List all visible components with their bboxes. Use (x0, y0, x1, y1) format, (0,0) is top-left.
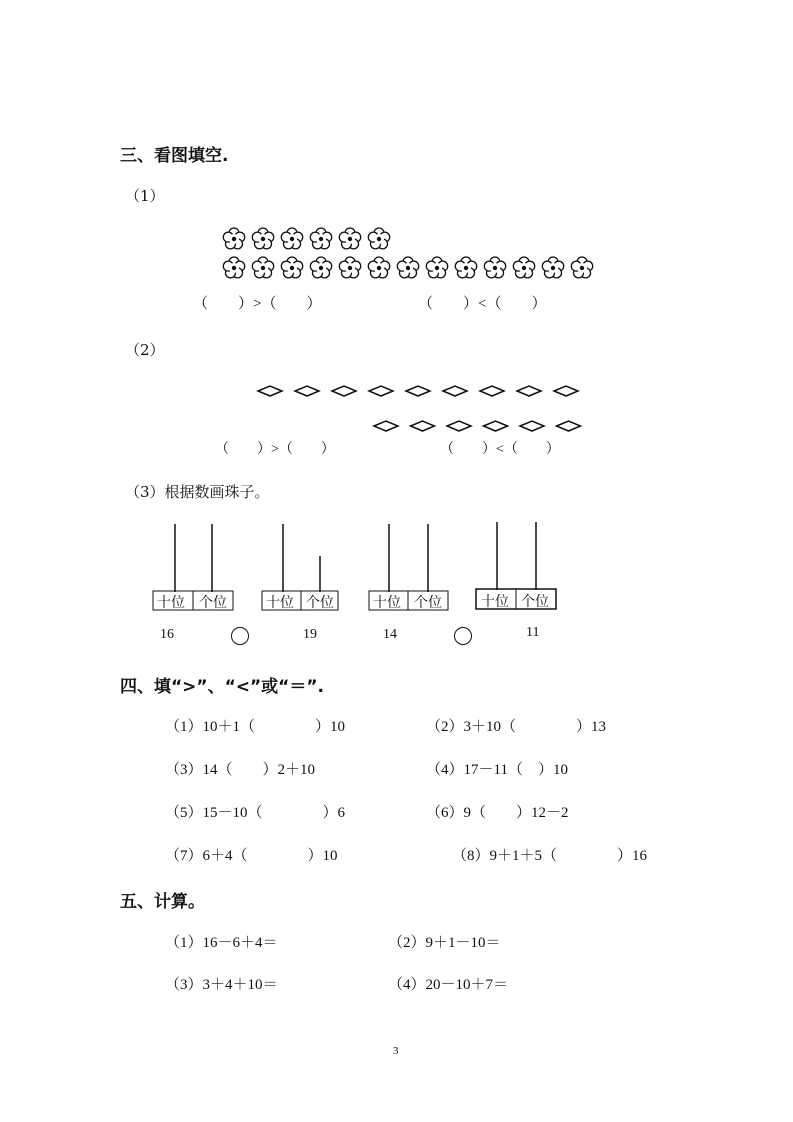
abacus-3-ones-label: 个位 (414, 596, 442, 611)
s5-item-4: （4）20－10＋7＝ (388, 977, 509, 993)
abacus-number-4: 11 (526, 625, 540, 640)
compare-circle-2[interactable] (454, 627, 472, 645)
abacus-1-ones-label: 个位 (199, 596, 227, 611)
abacus-number-3: 14 (383, 627, 397, 642)
q1-compare-lt: （ ）<（ ） (418, 296, 547, 312)
q3-label: （3）根据数画珠子。 (125, 483, 270, 501)
q2-compare-lt: （ ）<（ ） (440, 442, 560, 457)
q2-label: （2） (125, 341, 165, 359)
s5-item-2: （2）9＋1－10＝ (388, 935, 501, 951)
s4-item-6: （6）9（ ）12－2 (426, 805, 569, 821)
q1-label: （1） (125, 187, 165, 205)
q1-compare-gt: （ ）>（ ） (193, 296, 322, 312)
s4-item-1: （1）10＋1（ ）10 (165, 719, 346, 735)
s4-item-8: （8）9＋1＋5（ ）16 (452, 848, 648, 864)
abacus-number-2: 19 (303, 627, 317, 642)
abacus-4-ones-label: 个位 (521, 595, 549, 610)
abacus-3-tens-label: 十位 (373, 596, 401, 611)
abacus-1-tens-label: 十位 (157, 596, 185, 611)
s5-item-1: （1）16－6＋4＝ (165, 935, 278, 951)
section4-heading: 四、填“>”、“<”或“＝”. (120, 677, 324, 697)
abacus-4-tens-label: 十位 (481, 595, 509, 610)
page-number: 3 (393, 1045, 399, 1057)
q2-compare-gt: （ ）>（ ） (215, 442, 335, 457)
abacus-2-ones-label: 个位 (306, 596, 334, 611)
section3-heading: 三、看图填空. (120, 146, 229, 166)
s4-item-5: （5）15－10（ ）6 (165, 805, 346, 821)
s4-item-7: （7）6＋4（ ）10 (165, 848, 338, 864)
s4-item-3: （3）14（ ）2＋10 (165, 762, 316, 778)
abacus-number-1: 16 (160, 627, 174, 642)
s4-item-4: （4）17－11（ ）10 (426, 762, 568, 778)
section5-heading: 五、计算。 (120, 892, 205, 912)
s4-item-2: （2）3＋10（ ）13 (426, 719, 607, 735)
s5-item-3: （3）3＋4＋10＝ (165, 977, 278, 993)
compare-circle-1[interactable] (231, 627, 249, 645)
abacus-2-tens-label: 十位 (266, 596, 294, 611)
